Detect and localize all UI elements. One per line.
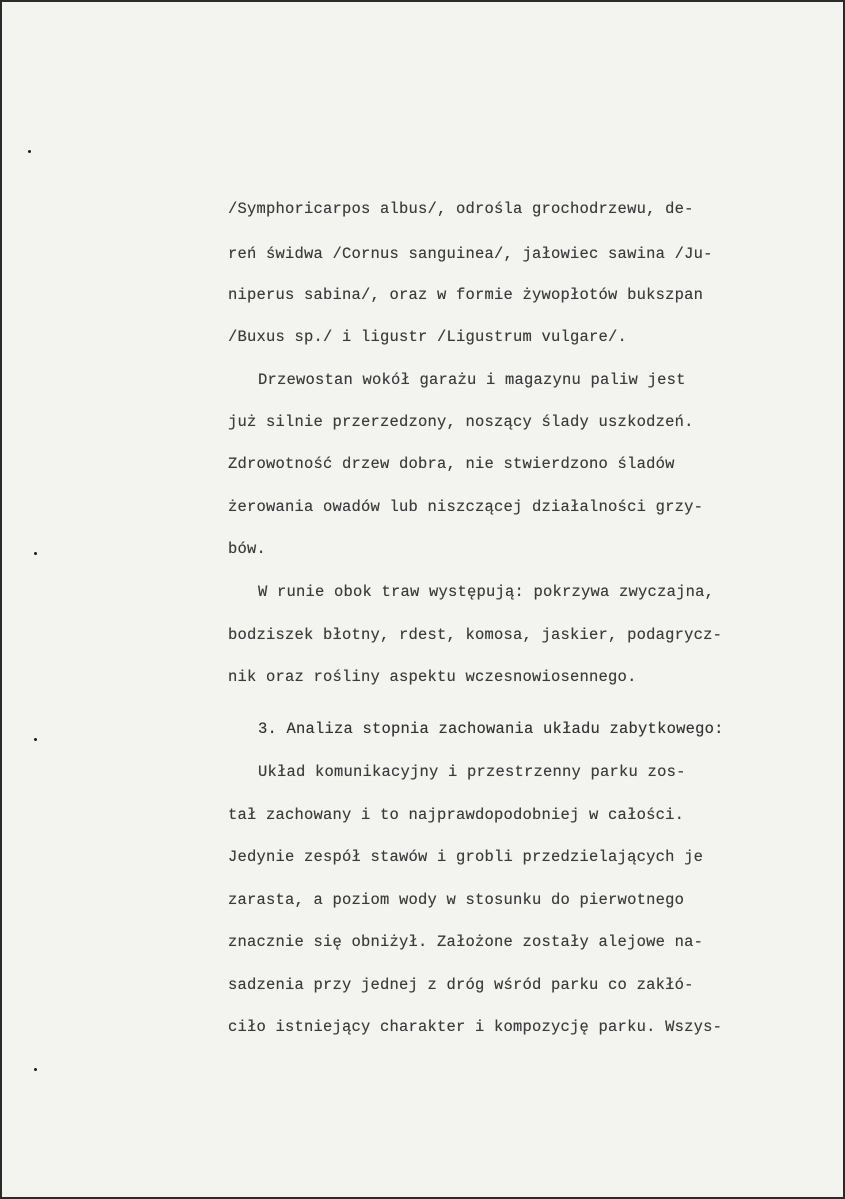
text-line: tał zachowany i to najprawdopodobniej w całości. [228, 806, 685, 824]
text-line: Drzewostan wokół garażu i magazynu paliw jest [258, 371, 686, 389]
text-line: bów. [228, 540, 267, 558]
margin-dot [34, 1068, 37, 1071]
text-line: ciło istniejący charakter i kompozycję parku. Wszys- [228, 1018, 723, 1036]
text-line: już silnie przerzedzony, noszący ślady uszkodzeń. [228, 413, 694, 431]
text-line: W runie obok traw występują: pokrzywa zwyczajna, [258, 583, 715, 601]
text-line: bodziszek błotny, rdest, komosa, jaskier, podagrycz- [228, 626, 723, 644]
text-line: /Symphoricarpos albus/, odrośla grochodrzewu, de- [228, 200, 694, 218]
text-line: nik oraz rośliny aspektu wczesnowiosennego. [228, 668, 637, 686]
margin-dot [28, 150, 31, 153]
text-line: sadzenia przy jednej z dróg wśród parku co zakłó- [228, 976, 694, 994]
section-heading: 3. Analiza stopnia zachowania układu zabytkowego: [258, 720, 724, 738]
text-line: Zdrowotność drzew dobra, nie stwierdzono śladów [228, 455, 675, 473]
text-line: niperus sabina/, oraz w formie żywopłotów bukszpan [228, 286, 704, 304]
text-line: znacznie się obniżył. Założone zostały alejowe na- [228, 933, 704, 951]
text-line: zarasta, a poziom wody w stosunku do pierwotnego [228, 891, 685, 909]
text-line: reń świdwa /Cornus sanguinea/, jałowiec sawina /Ju- [228, 245, 713, 263]
text-line: żerowania owadów lub niszczącej działalności grzy- [228, 498, 704, 516]
text-line: Jedynie zespół stawów i grobli przedzielających je [228, 848, 704, 866]
margin-dot [34, 738, 37, 741]
margin-dot [34, 552, 37, 555]
text-line: /Buxus sp./ i ligustr /Ligustrum vulgare/. [228, 328, 628, 346]
text-line: Układ komunikacyjny i przestrzenny parku zos- [258, 763, 686, 781]
